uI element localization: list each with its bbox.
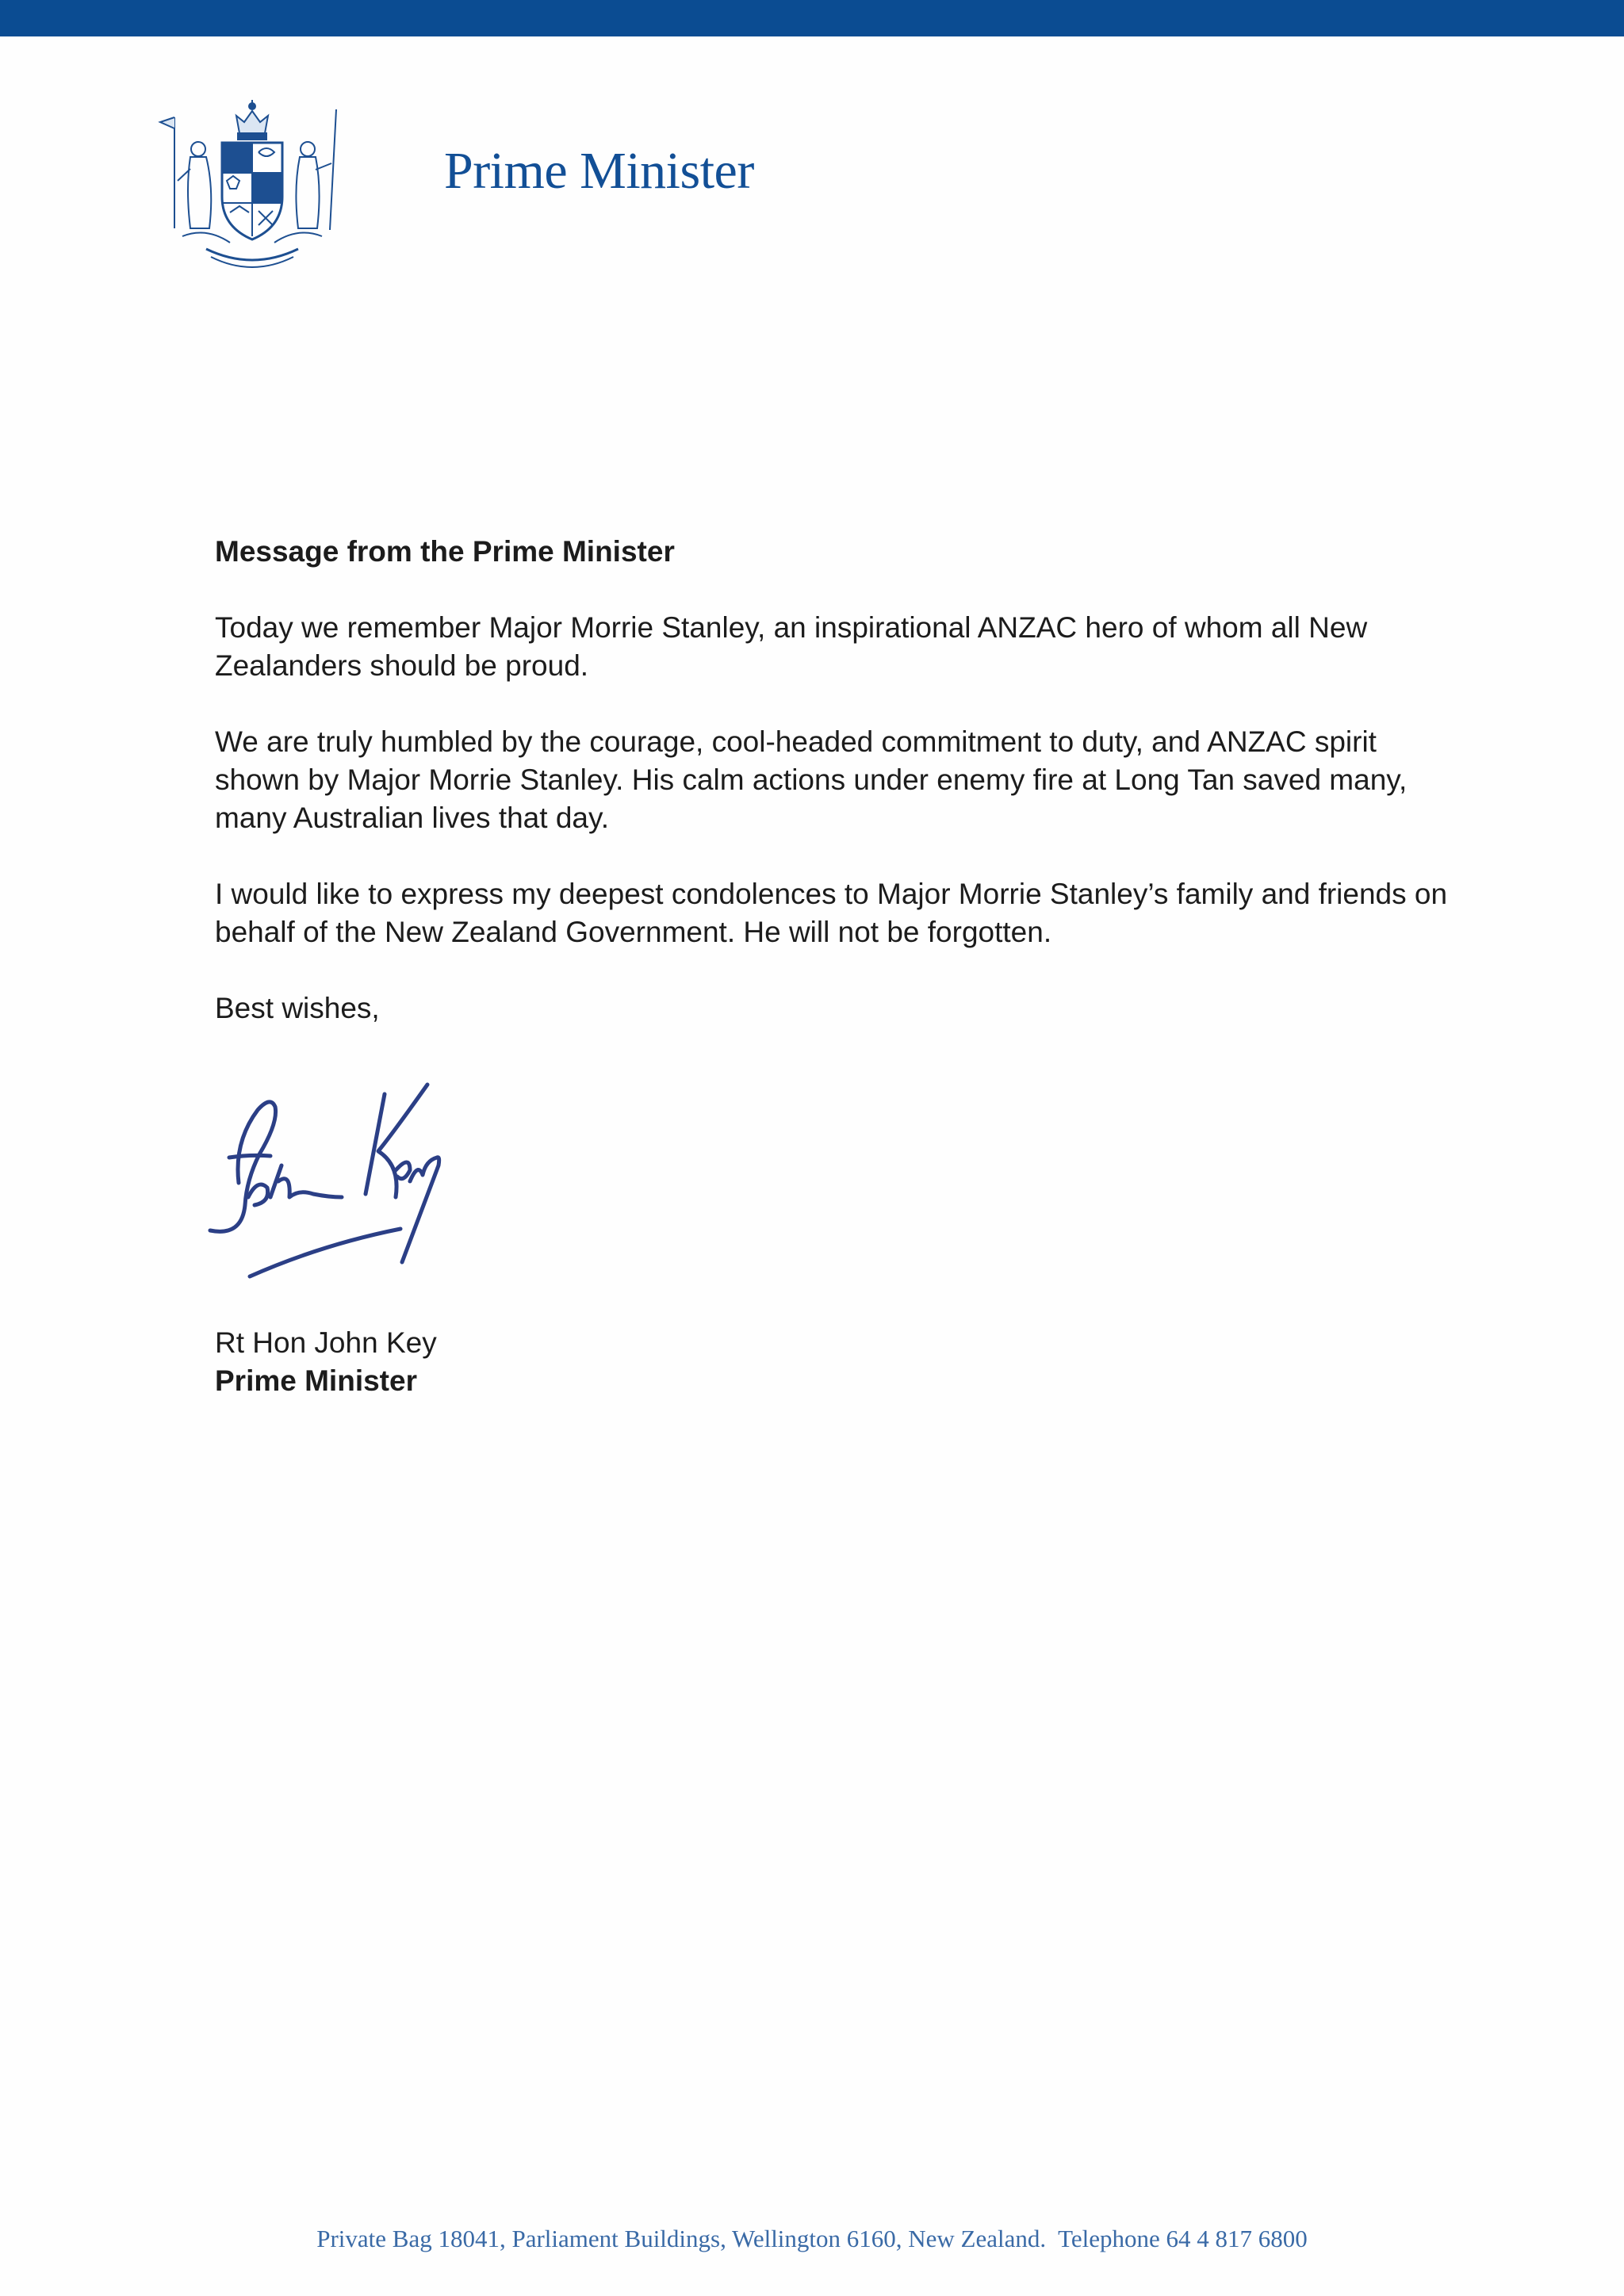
letter-paragraph: Today we remember Major Morrie Stanley, an inspirational ANZAC hero of whom all New Zealanders should be proud. <box>215 611 1368 682</box>
letter-closing: Best wishes, <box>215 992 380 1024</box>
handwritten-signature <box>202 1078 472 1292</box>
signatory-name: Rt Hon John Key <box>215 1326 437 1359</box>
letter-subject: Message from the Prime Minister <box>215 535 675 568</box>
letter-paragraph: I would like to express my deepest condolences to Major Morrie Stanley’s family and friends on behalf of the New Zealand Government. He will not be forgotten. <box>215 878 1448 948</box>
signature-block <box>215 1324 437 1400</box>
top-bar <box>0 0 1624 36</box>
letter-body <box>215 533 1452 1066</box>
new-zealand-coat-of-arms-icon <box>151 94 353 276</box>
footer-address: Private Bag 18041, Parliament Buildings, Wellington 6160, New Zealand. Telephone 64 4 817 6800 <box>316 2225 1308 2252</box>
letter-paragraph: We are truly humbled by the courage, cool-headed commitment to duty, and ANZAC spirit shown by Major Morrie Stanley. His calm actions under enemy fire at Long Tan saved many, many Australian lives that day. <box>215 725 1408 834</box>
letterhead-title: Prime Minister <box>444 142 754 200</box>
signatory-title: Prime Minister <box>215 1364 417 1397</box>
